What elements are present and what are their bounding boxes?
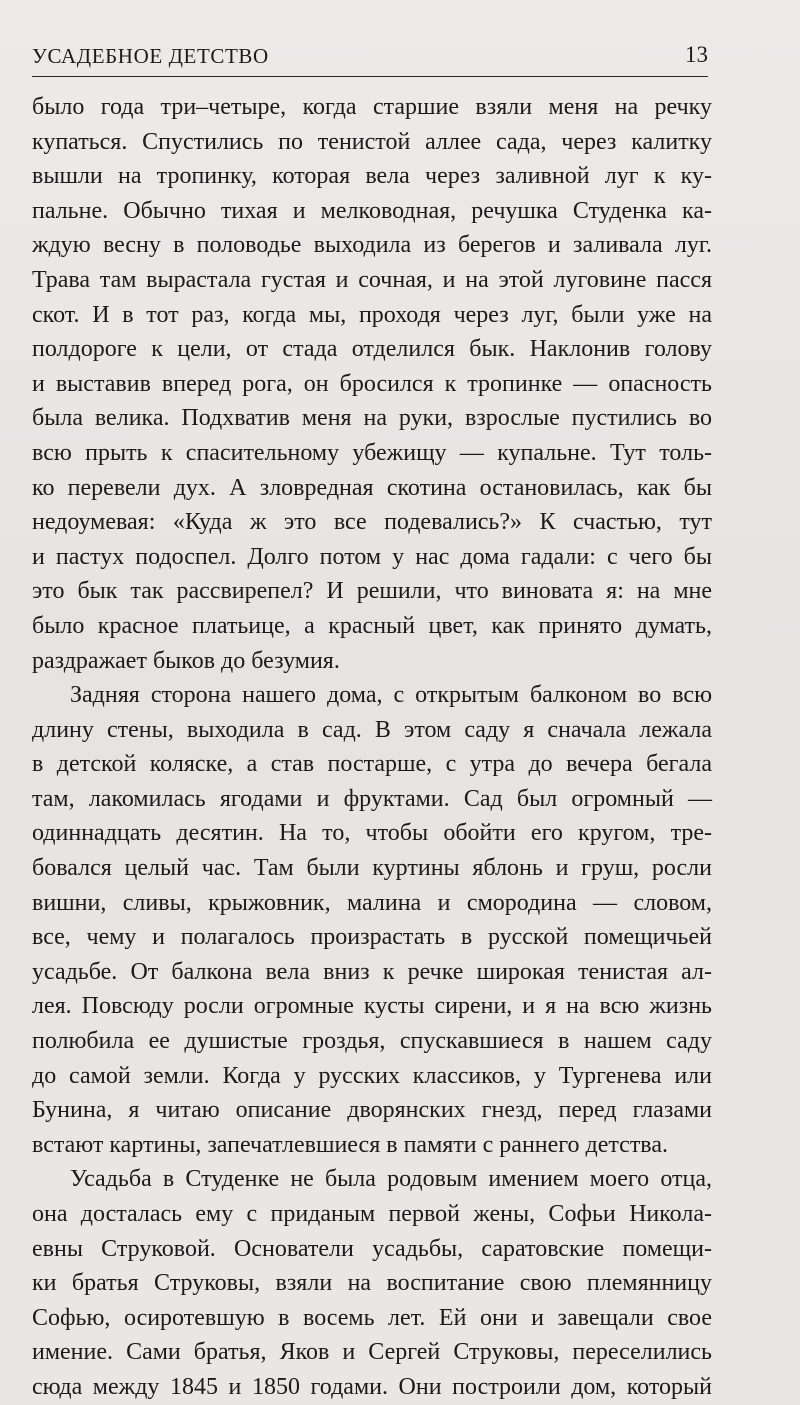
text-line: купаться. Спустились по тенистой аллее сада, через калитку [32,128,712,155]
text-line: Бунина, я читаю описание дворянских гнезд, перед глазами [32,1097,712,1124]
page-number: 13 [685,42,708,67]
text-line: была велика. Подхватив меня на руки, взрослые пустились во [32,405,712,432]
text-line: Трава там вырастала густая и сочная, и на этой луговине пасся [32,266,712,293]
text-line: все, чему и полагалось произрастать в русской помещичьей [32,924,712,951]
text-line: в детской коляске, а став постарше, с утра до вечера бегала [32,751,712,778]
text-line: недоумевая: «Куда ж это все подевались?» К счастью, тут [32,509,712,536]
text-line: лея. Повсюду росли огромные кусты сирени, и я на всю жизнь [32,993,712,1020]
text-line: ко перевели дух. А зловредная скотина остановилась, как бы [32,474,712,501]
running-head-title: УСАДЕБНОЕ ДЕТСТВО [32,44,269,68]
text-line: евны Струковой. Основатели усадьбы, саратовские помещи- [32,1235,712,1262]
text-line: и выставив вперед рога, он бросился к тропинке — опасность [32,370,712,397]
text-line: раздражает быков до безумия. [32,647,340,674]
text-line: скот. И в тот раз, когда мы, проходя через луг, были уже на [32,301,712,328]
text-line: вишни, сливы, крыжовник, малина и смородина — словом, [32,889,712,916]
text-line: одиннадцать десятин. На то, чтобы обойти его кругом, тре- [32,820,712,847]
header-rule [32,76,708,77]
text-line: Задняя сторона нашего дома, с открытым балконом во всю [70,682,712,709]
text-line: вышли на тропинку, которая вела через заливной луг к ку- [32,163,712,190]
text-line: полдороге к цели, от стада отделился бык. Наклонив голову [32,336,712,363]
text-line: там, лакомилась ягодами и фруктами. Сад был огромный — [32,785,712,812]
text-line: и пастух подоспел. Долго потом у нас дома гадали: с чего бы [32,543,712,570]
text-line: усадьбе. От балкона вела вниз к речке широкая тенистая ал- [32,958,712,985]
text-line: имение. Сами братья, Яков и Сергей Струковы, переселились [32,1339,712,1366]
text-line: она досталась ему с приданым первой жены, Софьи Никола- [32,1201,712,1227]
text-line: до самой земли. Когда у русских классиков, у Тургенева или [32,1062,712,1089]
text-line: длину стены, выходила в сад. В этом саду я сначала лежала [32,716,712,743]
text-line: пальне. Обычно тихая и мелководная, речушка Студенка ка- [32,197,712,224]
text-line: ки братья Струковы, взяли на воспитание свою племянницу [32,1270,712,1297]
text-line: это бык так рассвирепел? И решили, что виновата я: на мне [32,578,712,605]
text-line: Софью, осиротевшую в восемь лет. Ей они и завещали свое [32,1304,712,1331]
body-text [32,90,712,1405]
text-line: Усадьба в Студенке не была родовым имением моего отца, [70,1166,712,1193]
text-line: было года три–четыре, когда старшие взяли меня на речку [32,94,712,120]
running-head [32,40,708,74]
text-line: встают картины, запечатлевшиеся в памяти с раннего детства. [32,1131,668,1158]
text-line: полюбила ее душистые гроздья, спускавшиеся в нашем саду [32,1028,712,1055]
text-line: ждую весну в половодье выходила из берегов и заливала луг. [32,232,712,259]
text-line: бовался целый час. Там были куртины яблонь и груш, росли [32,855,712,882]
text-line: всю прыть к спасительному убежищу — купальне. Тут толь- [32,439,712,466]
text-line: было красное платьице, а красный цвет, как принято думать, [32,612,712,639]
text-line: сюда между 1845 и 1850 годами. Они построили дом, который [32,1373,712,1400]
